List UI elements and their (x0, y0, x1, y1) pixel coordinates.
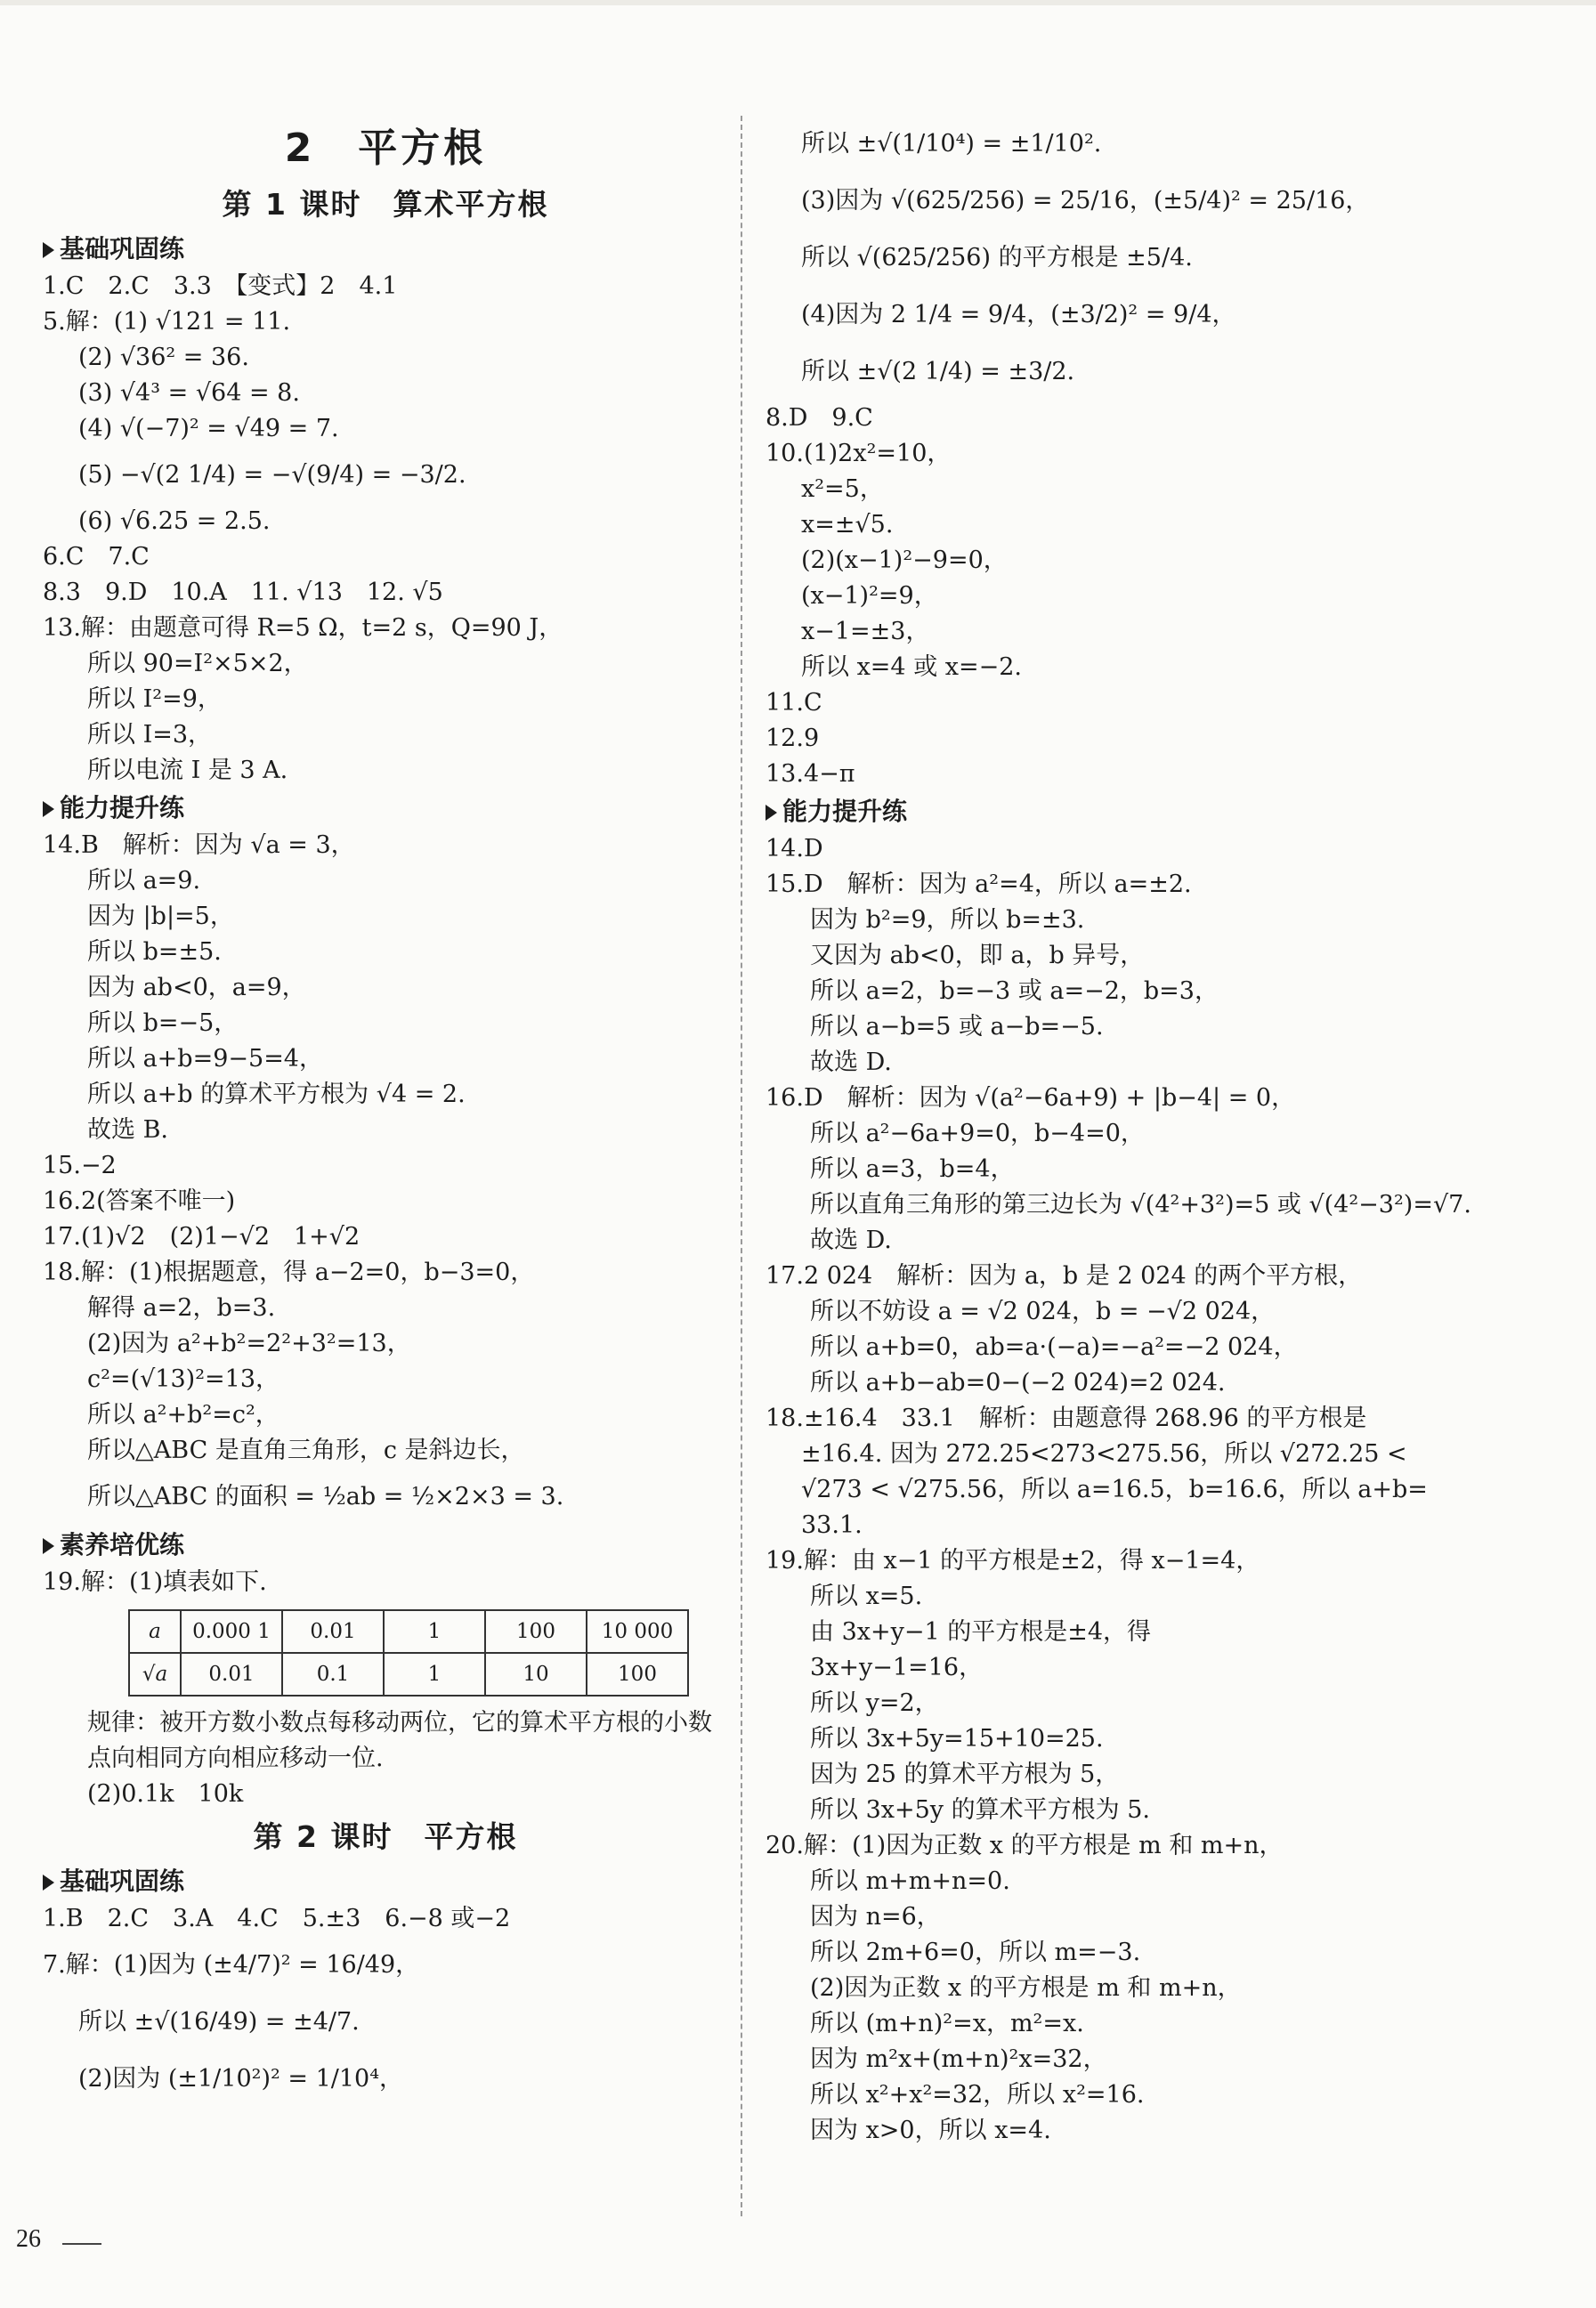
answer-line: 所以 a²−6a+9=0，b−4=0， (810, 1120, 1145, 1147)
answer-line: 因为 ab<0，a=9， (87, 974, 306, 1001)
answer-line: 因为 b²=9，所以 b=±3. (810, 906, 1085, 934)
table-cell: 0.01 (181, 1653, 282, 1696)
answer-line: (2)因为 (±1/10²)² = 1/10⁴， (78, 2065, 404, 2093)
lesson2-title: 第 2 课时 平方根 (253, 1819, 518, 1854)
left-column (43, 105, 728, 2108)
answer-line: 所以 a+b−ab=0−(−2 024)=2 024. (810, 1369, 1226, 1397)
chapter-title: 2 平方根 (284, 126, 487, 171)
table-cell: √a (129, 1653, 181, 1696)
table-cell: 10 (485, 1653, 587, 1696)
answer-line: 因为 n=6， (810, 1903, 941, 1931)
answer-line: 因为 m²x+(m+n)²x=32， (810, 2045, 1107, 2073)
answer-line: 因为 25 的算术平方根为 5， (810, 1761, 1120, 1788)
answer-line: 所以 I=3， (87, 721, 213, 749)
lesson1-title: 第 1 课时 算术平方根 (222, 187, 549, 222)
answer-line: 6.C 7.C (43, 543, 150, 571)
answer-line: 所以 x=5. (810, 1583, 923, 1610)
answer-line: (2)因为正数 x 的平方根是 m 和 m+n， (810, 1974, 1242, 2002)
table-cell: 1 (384, 1610, 485, 1653)
table-cell: 100 (485, 1610, 587, 1653)
answer-line: 所以 ±√(2 1/4) = ±3/2. (801, 358, 1075, 385)
answer-line: 所以 a+b=0，ab=a·(−a)=−a²=−2 024， (810, 1333, 1298, 1361)
answer-line: (3)因为 √(625/256) = 25/16，(±5/4)² = 25/16， (801, 187, 1370, 215)
answer-line: 所以 a=3，b=4， (810, 1155, 1015, 1183)
answer-line: 33.1. (801, 1511, 863, 1539)
answer-line: 所以 ±√(1/10⁴) = ±1/10². (801, 130, 1102, 158)
answer-line: 所以 a+b 的算术平方根为 √4 = 2. (87, 1081, 466, 1108)
answer-line: 所以 x²+x²=32，所以 x²=16. (810, 2081, 1145, 2109)
answer-line: 7.解：(1)因为 (±4/7)² = 16/49， (43, 1951, 420, 1979)
table-row (129, 1610, 688, 1653)
answer-line: 所以 90=I²×5×2， (87, 650, 308, 677)
answer-line: 所以 b=−5， (87, 1009, 239, 1037)
answer-line: 所以 y=2， (810, 1689, 939, 1717)
answer-line: 19.解：(1)填表如下. (43, 1568, 267, 1596)
table-row (129, 1653, 688, 1696)
answer-line: 由 3x+y−1 的平方根是±4，得 (810, 1618, 1152, 1646)
section-basic-2: 基础巩固练 (43, 1862, 728, 1901)
section-ability-1: 能力提升练 (43, 789, 728, 828)
answer-line: (2)(x−1)²−9=0， (801, 547, 1008, 574)
page-number-dash (62, 2243, 101, 2245)
answer-line: 17.2 024 解析：因为 a，b 是 2 024 的两个平方根， (766, 1262, 1363, 1290)
section-basic-1: 基础巩固练 (43, 230, 728, 269)
answer-line: 所以 (m+n)²=x，m²=x. (810, 2010, 1084, 2037)
answer-line: 11.C (766, 689, 822, 717)
answer-line: 3x+y−1=16， (810, 1654, 984, 1681)
answer-line: (x−1)²=9， (801, 582, 938, 610)
answer-line: ±16.4. 因为 272.25<273<275.56，所以 √272.25 < (801, 1440, 1407, 1468)
answer-line: 因为 x>0，所以 x=4. (810, 2117, 1051, 2144)
answer-line: 10.(1)2x²=10， (766, 440, 952, 467)
answer-line: 点向相同方向相应移动一位. (87, 1745, 384, 1772)
answer-line: 15.D 解析：因为 a²=4，所以 a=±2. (766, 871, 1192, 898)
answer-line: 14.B 解析：因为 √a = 3， (43, 831, 355, 859)
answer-line: x²=5， (801, 475, 884, 503)
answer-line: 17.(1)√2 (2)1−√2 1+√2 (43, 1223, 361, 1251)
answer-line: 13.解：由题意可得 R=5 Ω，t=2 s，Q=90 J， (43, 614, 563, 642)
answer-line: 14.D (766, 835, 823, 862)
play-triangle-icon (766, 805, 777, 821)
answer-line: 所以 3x+5y 的算术平方根为 5. (810, 1796, 1150, 1824)
answer-line: 1.B 2.C 3.A 4.C 5.±3 6.−8 或−2 (43, 1905, 511, 1932)
answer-line: (3) √4³ = √64 = 8. (78, 379, 300, 407)
answer-line: 16.D 解析：因为 √(a²−6a+9) + |b−4| = 0， (766, 1084, 1296, 1112)
answer-line: 所以△ABC 是直角三角形，c 是斜边长， (87, 1437, 525, 1464)
answer-line: 所以 a−b=5 或 a−b=−5. (810, 1013, 1104, 1041)
answer-line: (4) √(−7)² = √49 = 7. (78, 415, 339, 442)
answer-line: (4)因为 2 1/4 = 9/4，(±3/2)² = 9/4， (801, 301, 1236, 328)
column-divider (741, 116, 742, 2216)
play-triangle-icon (43, 801, 54, 817)
answer-line: (5) −√(2 1/4) = −√(9/4) = −3/2. (78, 461, 466, 489)
right-column (766, 116, 1471, 2149)
answer-line: 15.−2 (43, 1152, 117, 1179)
answer-line: 13.4−π (766, 760, 855, 788)
answer-line: 所以 ±√(16/49) = ±4/7. (78, 2008, 360, 2036)
answer-line: 20.解：(1)因为正数 x 的平方根是 m 和 m+n， (766, 1832, 1284, 1859)
answer-line: 所以 a²+b²=c²， (87, 1401, 280, 1429)
answer-line: 8.3 9.D 10.A 11. √13 12. √5 (43, 579, 443, 606)
section-ability-2: 能力提升练 (766, 792, 1451, 831)
table-cell: 0.01 (282, 1610, 384, 1653)
answer-line: 故选 B. (87, 1116, 169, 1144)
answer-line: 所以 3x+5y=15+10=25. (810, 1725, 1104, 1753)
answer-line: 所以电流 I 是 3 A. (87, 757, 288, 784)
table-cell: 100 (587, 1653, 688, 1696)
answer-line: 5.解：(1) √121 = 11. (43, 308, 291, 336)
answer-line: 所以 a=2，b=−3 或 a=−2，b=3， (810, 977, 1219, 1005)
answer-line: 故选 D. (810, 1227, 892, 1254)
answer-line: 所以 m+m+n=0. (810, 1867, 1010, 1895)
answer-line: 18.解：(1)根据题意，得 a−2=0，b−3=0， (43, 1259, 535, 1286)
answer-line: 所以 √(625/256) 的平方根是 ±5/4. (801, 244, 1193, 271)
page-number: 26 (16, 2225, 41, 2253)
answer-line: x−1=±3， (801, 618, 930, 645)
table-cell: 1 (384, 1653, 485, 1696)
play-triangle-icon (43, 1875, 54, 1891)
answer-line: 8.D 9.C (766, 404, 873, 432)
answer-line: 所以 2m+6=0，所以 m=−3. (810, 1939, 1141, 1966)
answer-line: 解得 a=2，b=3. (87, 1294, 276, 1322)
answer-line: x=±√5. (801, 511, 894, 539)
table-cell: 0.000 1 (181, 1610, 282, 1653)
answer-line: 所以 I²=9， (87, 685, 222, 713)
answer-line: 1.C 2.C 3.3 【变式】2 4.1 (43, 272, 398, 300)
answer-line: 所以△ABC 的面积 = ½ab = ½×2×3 = 3. (87, 1483, 564, 1510)
table-cell: a (129, 1610, 181, 1653)
answer-line: (6) √6.25 = 2.5. (78, 507, 271, 535)
answer-line: 规律：被开方数小数点每移动两位，它的算术平方根的小数 (87, 1709, 712, 1737)
answer-line: 19.解：由 x−1 的平方根是±2，得 x−1=4， (766, 1547, 1260, 1575)
table-cell: 0.1 (282, 1653, 384, 1696)
play-triangle-icon (43, 242, 54, 258)
answer-line: √273 < √275.56，所以 a=16.5，b=16.6，所以 a+b= (801, 1476, 1428, 1503)
answer-line: (2) √36² = 36. (78, 344, 249, 371)
answer-line: 所以 x=4 或 x=−2. (801, 653, 1023, 681)
page-top-edge (0, 0, 1596, 5)
answer-line: (2)0.1k 10k (87, 1780, 244, 1808)
answer-line: 因为 |b|=5， (87, 903, 234, 930)
section-excellence: 素养培优练 (43, 1526, 728, 1565)
answer-line: 所以 a=9. (87, 867, 201, 895)
answer-line: 所以直角三角形的第三边长为 √(4²+3²)=5 或 √(4²−3²)=√7. (810, 1191, 1471, 1219)
table-cell: 10 000 (587, 1610, 688, 1653)
answer-line: (2)因为 a²+b²=2²+3²=13， (87, 1330, 411, 1357)
answer-line: 所以 a+b=9−5=4， (87, 1045, 323, 1073)
play-triangle-icon (43, 1538, 54, 1554)
answer-line: 又因为 ab<0，即 a，b 异号， (810, 942, 1145, 969)
answer-line: 12.9 (766, 725, 820, 752)
answer-line: 18.±16.4 33.1 解析：由题意得 268.96 的平方根是 (766, 1405, 1367, 1432)
answer-line: 故选 D. (810, 1049, 892, 1076)
answer-line: 16.2(答案不唯一) (43, 1187, 236, 1215)
answer-line: 所以不妨设 a = √2 024，b = −√2 024， (810, 1298, 1276, 1325)
answer-line: c²=(√13)²=13， (87, 1365, 280, 1393)
answer-line: 所以 b=±5. (87, 938, 222, 966)
fill-in-table (128, 1609, 689, 1697)
